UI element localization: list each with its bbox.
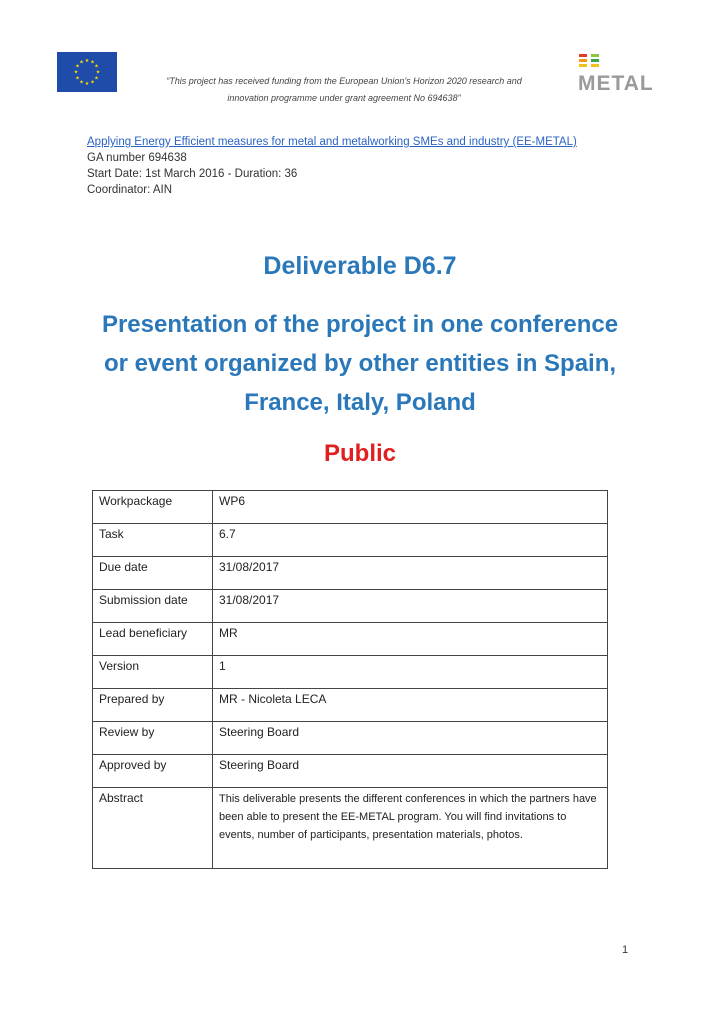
table-row [93,755,608,788]
row-key: Review by [93,722,213,755]
svg-text:★: ★ [94,75,99,82]
row-key: Lead beneficiary [93,623,213,656]
row-value: 6.7 [213,524,608,557]
ga-number: GA number 694638 [87,152,187,164]
funding-statement [130,73,558,107]
row-key: Abstract [93,788,213,869]
row-value: Steering Board [213,722,608,755]
row-value: 31/08/2017 [213,557,608,590]
row-key: Due date [93,557,213,590]
main-title-line-3: France, Italy, Poland [244,389,476,416]
ee-metal-logo [576,50,656,94]
row-key: Workpackage [93,491,213,524]
deliverable-metadata-table [92,490,608,869]
project-dates: Start Date: 1st March 2016 - Duration: 36 [87,168,298,180]
row-value: 1 [213,656,608,689]
document-main-title [60,305,660,422]
svg-text:★: ★ [75,75,80,82]
row-key: Task [93,524,213,557]
svg-text:METAL: METAL [578,72,654,94]
table-row [93,788,608,869]
table-row [93,524,608,557]
row-value: Steering Board [213,755,608,788]
funding-line-1: “This project has received funding from the European Union’s Horizon 2020 research and [166,76,522,86]
project-coordinator: Coordinator: AIN [87,184,173,196]
row-key: Submission date [93,590,213,623]
svg-text:★: ★ [73,69,79,76]
svg-text:★: ★ [79,59,84,66]
table-row [93,689,608,722]
row-key: Version [93,656,213,689]
funding-line-2: innovation programme under grant agreement No 694638” [227,93,461,103]
row-value: MR - Nicoleta LECA [213,689,608,722]
table-row [93,656,608,689]
svg-text:★: ★ [79,79,84,86]
abstract-text: This deliverable presents the different conferences in which the partners have been able to present the EE-METAL program. You will find invitations to events, number of participants, presentation materials, photos. [213,788,608,869]
row-key: Approved by [93,755,213,788]
svg-text:★: ★ [75,63,80,70]
project-info [87,134,647,198]
deliverable-title: Deliverable D6.7 [263,252,457,280]
svg-text:★: ★ [84,81,90,87]
table-row [93,557,608,590]
project-title-link[interactable]: Applying Energy Efficient measures for metal and metalworking SMEs and industry (EE-METAL) [87,136,577,148]
row-value: MR [213,623,608,656]
svg-text:★: ★ [94,63,99,70]
svg-text:★: ★ [84,58,90,64]
main-title-line-2: or event organized by other entities in Spain, [103,350,617,377]
eu-flag-icon [57,52,117,92]
row-key: Prepared by [93,689,213,722]
svg-text:★: ★ [95,69,101,76]
table-row [93,491,608,524]
table-row [93,722,608,755]
row-value: 31/08/2017 [213,590,608,623]
dissemination-level: Public [323,440,396,467]
svg-text:★: ★ [90,79,95,86]
svg-text:★: ★ [90,59,95,66]
page-number: 1 [622,944,629,956]
table-row [93,623,608,656]
row-value: WP6 [213,491,608,524]
main-title-line-1: Presentation of the project in one conference [101,311,619,338]
table-row [93,590,608,623]
